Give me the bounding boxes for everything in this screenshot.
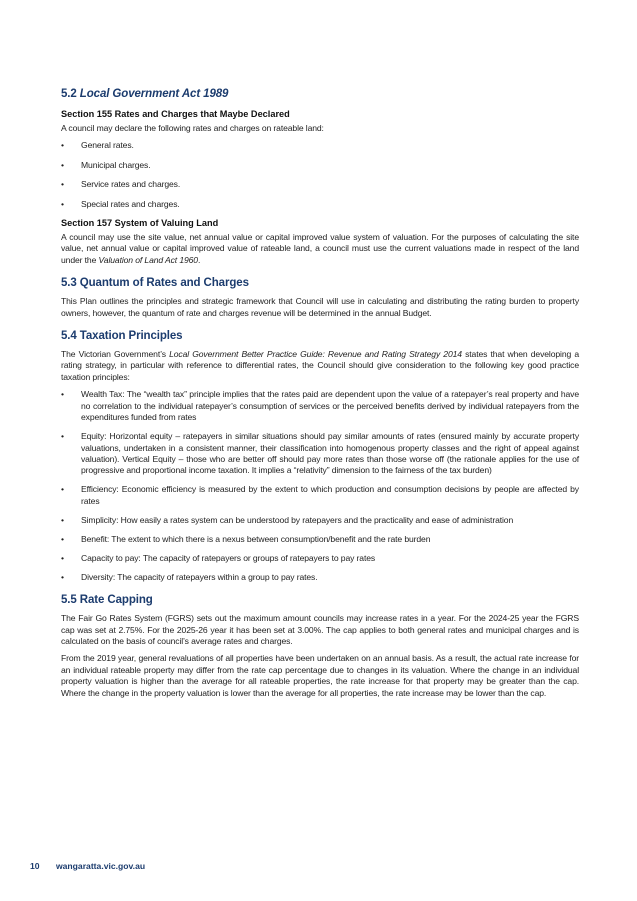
section-157-text: A council may use the site value, net annual value or capital improved value system of valuation. For the purposes of calculating the site value, net annual value or capital improved value of rateable land, a council must use the current valuations made in respect of the land under the Valuation of Land Act 1960. (61, 232, 579, 265)
section-5-5-heading: 5.5 Rate Capping (61, 594, 153, 607)
page-content (61, 88, 579, 705)
list-item: • Efficiency: Economic efficiency is measured by the extent to which production and consumption decisions by people are affected by rates (61, 484, 579, 506)
website-link[interactable]: wangaratta.vic.gov.au (55, 861, 146, 871)
section-5-5-paragraph-1: The Fair Go Rates System (FGRS) sets out the maximum amount councils may increase rates in a year. For the 2024-25 year the FGRS cap was set at 2.75%. For the 2025-26 year it has been set at 3.00%. The cap applies to both general rates and municipal charges and is calculated on the basis of council’s average rates and charges. (61, 613, 579, 646)
list-item: • Special rates and charges. (61, 198, 180, 209)
list-item: • Diversity: The capacity of ratepayers within a group to pay rates. (61, 571, 318, 582)
section-155-intro: A council may declare the following rates and charges on rateable land: (61, 123, 324, 133)
list-item: • General rates. (61, 140, 134, 151)
section-5-5-paragraph-2: From the 2019 year, general revaluations of all properties have been undertaken on an annual basis. As a result, the actual rate increase for an individual rateable property may differ from the rate cap percentage due to changes in its valuation. Where the change in an individual property valuation is higher than the average for all rateable properties, the rate increase for that property may be greater than the cap. Where the change in the property valuation is lower than the average for all properties, the rate increase may be lower than the cap. (61, 653, 579, 698)
section-5-4-intro: The Victorian Government’s Local Government Better Practice Guide: Revenue and Rating Strategy 2014 states that when developing a rating strategy, in particular with reference to differential rates, the Council should give consideration to the following key good practice taxation principles: (61, 349, 579, 382)
list-item: • Simplicity: How easily a rates system can be understood by ratepayers and the practicality and ease of administration (61, 514, 514, 525)
list-item: • Equity: Horizontal equity – ratepayers in similar situations should pay similar amounts of rates (ensured mainly by accurate property valuations, undertaken in a consistent manner, their classification into homogenous property classes and the right of appeal against valuation). Vertical Equity – those who are better off should pay more rates than those worse off (the rationale applies for the use of progressive and proportional income taxation. It implies a “relativity” dimension to the fairness of the tax burden) (61, 431, 579, 476)
list-item: • Service rates and charges. (61, 179, 181, 190)
section-157-heading: Section 157 System of Valuing Land (61, 218, 219, 229)
section-5-2-heading (61, 88, 579, 100)
list-item: • Benefit: The extent to which there is a nexus between consumption/benefit and the rate burden (61, 533, 431, 544)
page-number: 10 (30, 861, 40, 871)
section-5-3-text: This Plan outlines the principles and strategic framework that Council will use in calculating and distributing the rating burden to property owners, however, the quantum of rate and charges revenue will be determined in the annual Budget. (61, 296, 579, 318)
list-item: • Municipal charges. (61, 159, 151, 170)
rates-charges-list (61, 140, 579, 210)
section-5-3-heading: 5.3 Quantum of Rates and Charges (61, 277, 249, 290)
section-5-2-title: Local Government Act 1989 (79, 88, 229, 100)
taxation-principles-list (61, 389, 579, 583)
list-item: • Capacity to pay: The capacity of ratepayers or groups of ratepayers to pay rates (61, 552, 376, 563)
section-155-heading: Section 155 Rates and Charges that Maybe Declared (61, 109, 290, 119)
list-item: • Wealth Tax: The “wealth tax” principle implies that the rates paid are dependent upon the value of a ratepayer’s real property and have no correlation to the individual ratepayer’s consumption of services or the perceived benefits derived by individual ratepayers from the expenditures funded from rates (61, 389, 579, 423)
page-footer (30, 861, 145, 871)
section-5-4-heading: 5.4 Taxation Principles (61, 330, 183, 343)
section-5-2-number: 5.2 (61, 88, 80, 100)
